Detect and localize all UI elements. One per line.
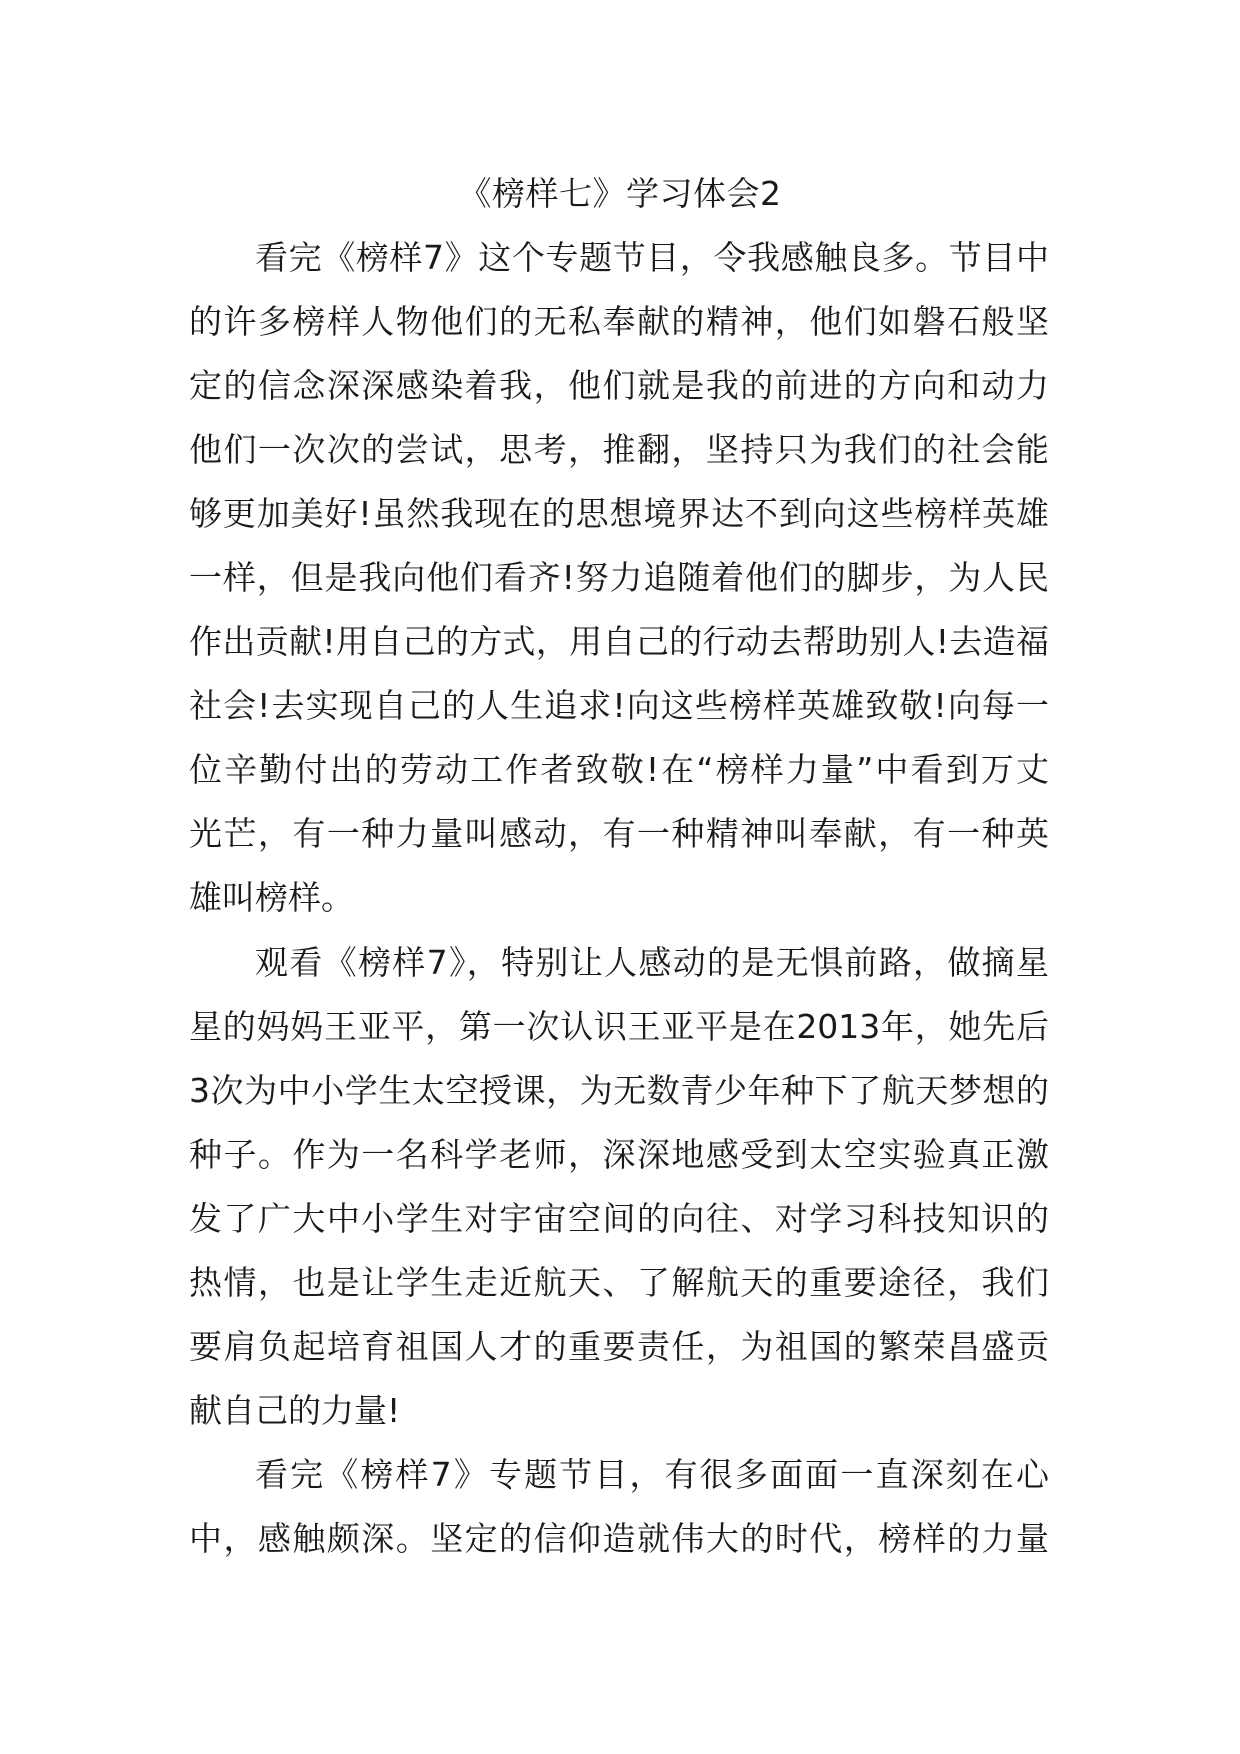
paragraph-1-line-7: 作出贡献!用自己的方式，用自己的行动去帮助别人!去造福 bbox=[189, 622, 1049, 661]
paragraph-3-line-2: 中，感触颇深。坚定的信仰造就伟大的时代，榜样的力量 bbox=[189, 1519, 1049, 1558]
paragraph-2-line-5: 发了广大中小学生对宇宙空间的向往、对学习科技知识的 bbox=[189, 1199, 1049, 1238]
paragraph-2-line-3: 3次为中小学生太空授课，为无数青少年种下了航天梦想的 bbox=[189, 1071, 1049, 1110]
paragraph-1-line-8: 社会!去实现自己的人生追求!向这些榜样英雄致敬!向每一 bbox=[189, 686, 1049, 725]
paragraph-1-line-5: 够更加美好!虽然我现在的思想境界达不到向这些榜样英雄 bbox=[189, 494, 1049, 533]
paragraph-1-line-6: 一样，但是我向他们看齐!努力追随着他们的脚步，为人民 bbox=[189, 558, 1049, 597]
paragraph-2-line-7: 要肩负起培育祖国人才的重要责任，为祖国的繁荣昌盛贡 bbox=[189, 1327, 1049, 1366]
paragraph-1-line-10: 光芒，有一种力量叫感动，有一种精神叫奉献，有一种英 bbox=[189, 814, 1049, 853]
paragraph-2-line-1: 观看《榜样7》，特别让人感动的是无惧前路，做摘星 bbox=[255, 943, 1049, 982]
paragraph-1-line-2: 的许多榜样人物他们的无私奉献的精神，他们如磐石般坚 bbox=[189, 302, 1049, 341]
paragraph-1-line-3: 定的信念深深感染着我，他们就是我的前进的方向和动力 bbox=[189, 366, 1049, 405]
paragraph-1-line-1: 看完《榜样7》这个专题节目，令我感触良多。节目中 bbox=[255, 238, 1049, 277]
paragraph-2-line-6: 热情，也是让学生走近航天、了解航天的重要途径，我们 bbox=[189, 1263, 1049, 1302]
paragraph-2-line-8: 献自己的力量! bbox=[189, 1391, 401, 1430]
paragraph-2-line-4: 种子。作为一名科学老师，深深地感受到太空实验真正激 bbox=[189, 1135, 1049, 1174]
paragraph-1-line-11: 雄叫榜样。 bbox=[189, 878, 354, 917]
paragraph-1-line-9: 位辛勤付出的劳动工作者致敬!在“榜样力量”中看到万丈 bbox=[189, 750, 1049, 789]
paragraph-3-line-1: 看完《榜样7》专题节目，有很多面面一直深刻在心 bbox=[255, 1455, 1049, 1494]
document-title: 《榜样七》学习体会2 bbox=[458, 174, 782, 213]
paragraph-1-line-4: 他们一次次的尝试，思考，推翻，坚持只为我们的社会能 bbox=[189, 430, 1049, 469]
paragraph-2-line-2: 星的妈妈王亚平，第一次认识王亚平是在2013年，她先后 bbox=[189, 1007, 1049, 1046]
